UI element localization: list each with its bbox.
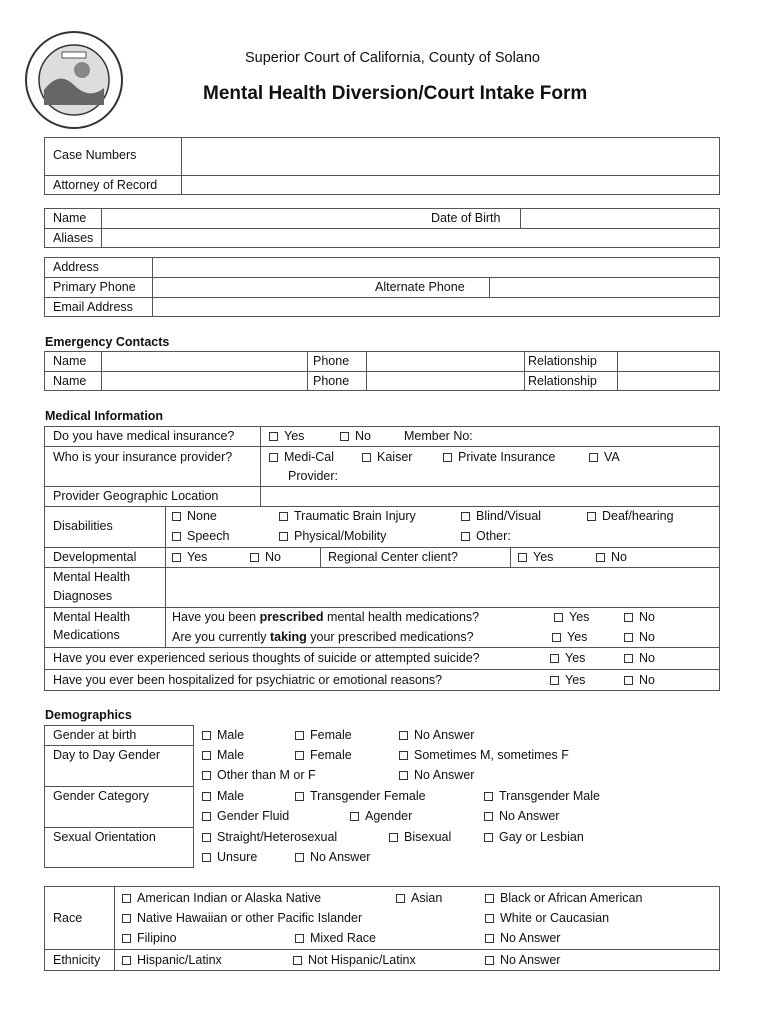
checkbox-icon — [202, 751, 211, 760]
taking-no[interactable]: No — [624, 631, 655, 644]
dob-label: Date of Birth — [431, 211, 501, 225]
emergency-relationship-1-label: Relationship — [528, 354, 597, 368]
checkbox-icon — [295, 731, 304, 740]
checkbox-icon — [295, 792, 304, 801]
birth-female[interactable]: Female — [295, 729, 352, 742]
checkbox-icon — [172, 512, 181, 521]
race-label: Race — [53, 911, 83, 925]
checkbox-icon — [461, 532, 470, 541]
taking-yes[interactable]: Yes — [552, 631, 587, 644]
race-native[interactable]: American Indian or Alaska Native — [122, 892, 321, 905]
checkbox-icon — [485, 934, 494, 943]
checkbox-icon — [399, 771, 408, 780]
email-field[interactable] — [153, 298, 719, 316]
member-no-label: Member No: — [404, 429, 473, 443]
checkbox-icon — [443, 453, 452, 462]
orientation-unsure[interactable]: Unsure — [202, 851, 257, 864]
checkbox-icon — [484, 812, 493, 821]
day-male[interactable]: Male — [202, 749, 244, 762]
race-filipino[interactable]: Filipino — [122, 932, 177, 945]
mh-medications-label-1: Mental Health — [53, 610, 131, 624]
insurance-question: Do you have medical insurance? — [53, 429, 235, 443]
disability-speech[interactable]: Speech — [172, 530, 229, 543]
ethnicity-hispanic[interactable]: Hispanic/Latinx — [122, 954, 222, 967]
checkbox-icon — [295, 934, 304, 943]
dob-field[interactable] — [521, 209, 719, 227]
checkbox-icon — [269, 432, 278, 441]
day-female[interactable]: Female — [295, 749, 352, 762]
checkbox-icon — [202, 731, 211, 740]
developmental-yes[interactable]: Yes — [172, 551, 207, 564]
checkbox-icon — [596, 553, 605, 562]
checkbox-icon — [550, 676, 559, 685]
primary-phone-field[interactable] — [153, 278, 368, 296]
taking-question: Are you currently taking your prescribed medications? — [172, 630, 474, 644]
disability-tbi[interactable]: Traumatic Brain Injury — [279, 510, 416, 523]
checkbox-icon — [362, 453, 371, 462]
hospital-no[interactable]: No — [624, 674, 655, 687]
category-agender[interactable]: Agender — [350, 810, 412, 823]
checkbox-icon — [587, 512, 596, 521]
day-sometimes[interactable]: Sometimes M, sometimes F — [399, 749, 569, 762]
checkbox-icon — [624, 633, 633, 642]
checkbox-icon — [340, 432, 349, 441]
checkbox-icon — [122, 894, 131, 903]
gender-birth-label: Gender at birth — [53, 728, 137, 742]
checkbox-icon — [552, 633, 561, 642]
mh-medications-label-2: Medications — [53, 628, 120, 642]
race-mixed[interactable]: Mixed Race — [295, 932, 376, 945]
ethnicity-no-answer[interactable]: No Answer — [485, 954, 560, 967]
provider-label: Provider: — [288, 469, 339, 483]
aliases-label: Aliases — [53, 231, 94, 245]
disability-deaf[interactable]: Deaf/hearing — [587, 510, 674, 523]
race-black[interactable]: Black or African American — [485, 892, 642, 905]
provider-question: Who is your insurance provider? — [53, 450, 233, 464]
court-seal — [24, 30, 124, 130]
orientation-no-answer[interactable]: No Answer — [295, 851, 370, 864]
gender-category-label: Gender Category — [53, 789, 149, 803]
insurance-no[interactable]: No — [340, 430, 371, 443]
aliases-field[interactable] — [102, 229, 719, 247]
suicide-no[interactable]: No — [624, 652, 655, 665]
medical-heading: Medical Information — [45, 409, 164, 423]
prescribed-question: Have you been prescribed mental health medications? — [172, 610, 480, 624]
checkbox-icon — [624, 676, 633, 685]
checkbox-icon — [122, 934, 131, 943]
checkbox-icon — [293, 956, 302, 965]
checkbox-icon — [202, 771, 211, 780]
day-no-answer[interactable]: No Answer — [399, 769, 474, 782]
demographics-heading: Demographics — [45, 708, 132, 722]
disability-blind[interactable]: Blind/Visual — [461, 510, 541, 523]
emergency-phone-1-label: Phone — [313, 354, 350, 368]
checkbox-icon — [554, 613, 563, 622]
checkbox-icon — [485, 894, 494, 903]
category-fluid[interactable]: Gender Fluid — [202, 810, 289, 823]
hospital-question: Have you ever been hospitalized for psychiatric or emotional reasons? — [53, 673, 443, 687]
mh-diagnoses-field[interactable] — [166, 568, 719, 606]
developmental-no[interactable]: No — [250, 551, 281, 564]
checkbox-icon — [484, 833, 493, 842]
mh-diagnoses-label-1: Mental Health — [53, 570, 131, 584]
hospital-yes[interactable]: Yes — [550, 674, 585, 687]
birth-male[interactable]: Male — [202, 729, 244, 742]
alternate-phone-label: Alternate Phone — [375, 280, 465, 294]
checkbox-icon — [172, 553, 181, 562]
alternate-phone-field[interactable] — [490, 278, 719, 296]
case-numbers-field[interactable] — [182, 138, 719, 174]
name-label: Name — [53, 211, 87, 225]
email-label: Email Address — [53, 300, 133, 314]
prescribed-yes[interactable]: Yes — [554, 611, 589, 624]
race-asian[interactable]: Asian — [396, 892, 442, 905]
checkbox-icon — [550, 654, 559, 663]
category-trans-male[interactable]: Transgender Male — [484, 790, 600, 803]
checkbox-icon — [269, 453, 278, 462]
attorney-field[interactable] — [182, 176, 719, 194]
day-other-than[interactable]: Other than M or F — [202, 769, 316, 782]
emergency-relationship-2-label: Relationship — [528, 374, 597, 388]
checkbox-icon — [202, 792, 211, 801]
suicide-yes[interactable]: Yes — [550, 652, 585, 665]
checkbox-icon — [279, 532, 288, 541]
checkbox-icon — [202, 853, 211, 862]
race-white[interactable]: White or Caucasian — [485, 912, 609, 925]
orientation-gay[interactable]: Gay or Lesbian — [484, 831, 584, 844]
court-name: Superior Court of California, County of Solano — [245, 50, 540, 66]
checkbox-icon — [122, 956, 131, 965]
orientation-label: Sexual Orientation — [53, 830, 156, 844]
checkbox-icon — [202, 833, 211, 842]
prescribed-no[interactable]: No — [624, 611, 655, 624]
ethnicity-not-hispanic[interactable]: Not Hispanic/Latinx — [293, 954, 416, 967]
checkbox-icon — [399, 731, 408, 740]
va-option[interactable]: VA — [589, 451, 620, 464]
checkbox-icon — [295, 751, 304, 760]
address-field[interactable] — [153, 258, 719, 276]
checkbox-icon — [485, 914, 494, 923]
suicide-question: Have you ever experienced serious thoughts of suicide or attempted suicide? — [53, 651, 480, 665]
orientation-bisexual[interactable]: Bisexual — [389, 831, 451, 844]
ethnicity-label: Ethnicity — [53, 953, 101, 967]
checkbox-icon — [250, 553, 259, 562]
birth-no-answer[interactable]: No Answer — [399, 729, 474, 742]
disability-other[interactable]: Other: — [461, 530, 511, 543]
category-male[interactable]: Male — [202, 790, 244, 803]
regional-yes[interactable]: Yes — [518, 551, 553, 564]
orientation-straight[interactable]: Straight/Heterosexual — [202, 831, 337, 844]
form-title: Mental Health Diversion/Court Intake Form — [203, 83, 588, 104]
disability-none[interactable]: None — [172, 510, 217, 523]
checkbox-icon — [399, 751, 408, 760]
checkbox-icon — [396, 894, 405, 903]
emergency-heading: Emergency Contacts — [45, 335, 170, 349]
checkbox-icon — [484, 792, 493, 801]
geo-location-label: Provider Geographic Location — [53, 489, 219, 503]
checkbox-icon — [518, 553, 527, 562]
emergency-name-1-label: Name — [53, 354, 87, 368]
checkbox-icon — [589, 453, 598, 462]
checkbox-icon — [350, 812, 359, 821]
address-label: Address — [53, 260, 99, 274]
disabilities-label: Disabilities — [53, 519, 113, 533]
checkbox-icon — [624, 613, 633, 622]
emergency-name-2-label: Name — [53, 374, 87, 388]
checkbox-icon — [122, 914, 131, 923]
attorney-label: Attorney of Record — [53, 178, 158, 192]
category-trans-female[interactable]: Transgender Female — [295, 790, 426, 803]
primary-phone-label: Primary Phone — [53, 280, 136, 294]
checkbox-icon — [389, 833, 398, 842]
case-numbers-label: Case Numbers — [53, 148, 137, 162]
checkbox-icon — [202, 812, 211, 821]
checkbox-icon — [295, 853, 304, 862]
kaiser-option[interactable]: Kaiser — [362, 451, 412, 464]
checkbox-icon — [624, 654, 633, 663]
name-field[interactable] — [102, 209, 422, 227]
race-hawaiian[interactable]: Native Hawaiian or other Pacific Islander — [122, 912, 362, 925]
developmental-label: Developmental — [53, 550, 137, 564]
disability-physical[interactable]: Physical/Mobility — [279, 530, 386, 543]
checkbox-icon — [485, 956, 494, 965]
category-no-answer[interactable]: No Answer — [484, 810, 559, 823]
medi-cal-option[interactable]: Medi-Cal — [269, 451, 334, 464]
emergency-phone-2-label: Phone — [313, 374, 350, 388]
day-gender-label: Day to Day Gender — [53, 748, 160, 762]
private-insurance-option[interactable]: Private Insurance — [443, 451, 555, 464]
regional-no[interactable]: No — [596, 551, 627, 564]
checkbox-icon — [279, 512, 288, 521]
race-no-answer[interactable]: No Answer — [485, 932, 560, 945]
geo-location-field[interactable] — [261, 487, 719, 505]
regional-center-label: Regional Center client? — [328, 550, 458, 564]
checkbox-icon — [461, 512, 470, 521]
insurance-yes[interactable]: Yes — [269, 430, 304, 443]
checkbox-icon — [172, 532, 181, 541]
mh-diagnoses-label-2: Diagnoses — [53, 589, 113, 603]
